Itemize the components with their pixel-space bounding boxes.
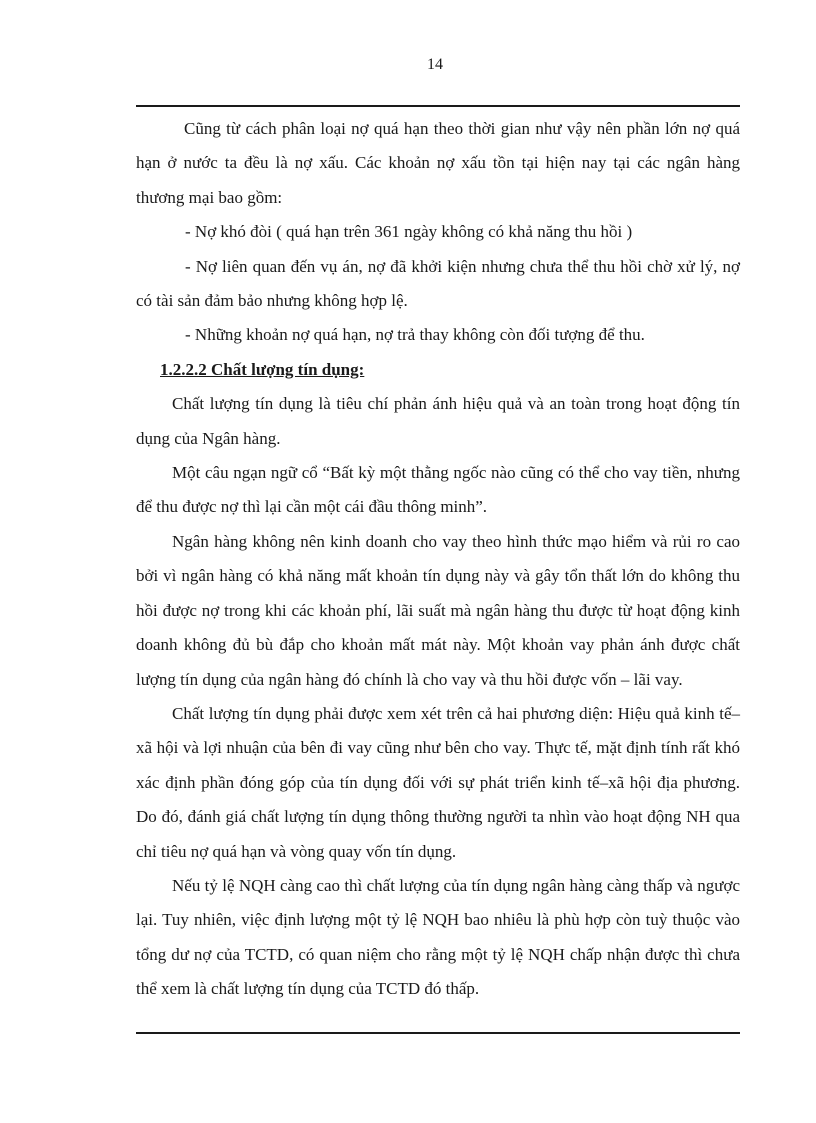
bullet-litigation-debt: - Nợ liên quan đến vụ án, nợ đã khởi kiện nhưng chưa thể thu hồi chờ xử lý, nợ có tài sản đảm bảo nhưng không hợp lệ. [136, 256, 740, 311]
footer-rule [136, 1032, 740, 1034]
bullet-overdue-debt: - Những khoản nợ quá hạn, nợ trả thay không còn đối tượng để thu. [185, 325, 645, 345]
paragraph-risk: Ngân hàng không nên kinh doanh cho vay theo hình thức mạo hiểm và rủi ro cao bởi vì ngân hàng có khả năng mất khoản tín dụng này và gây tổn thất lớn do không thu hồi được nợ trong khi các khoản phí, lãi suất mà ngân hàng thu được từ hoạt động kinh doanh không đủ bù đắp cho khoản mất mát này. Một khoản vay phản ánh được chất lượng tín dụng của ngân hàng đó chính là cho vay và thu hồi được vốn – lãi vay. [136, 531, 740, 689]
page-number: 14 [427, 56, 443, 73]
paragraph-debt-classification: Cũng từ cách phân loại nợ quá hạn theo thời gian như vậy nên phần lớn nợ quá hạn ở nước ta đều là nợ xấu. Các khoản nợ xấu tồn tại hiện nay tại các ngân hàng thương mại bao gồm: [136, 119, 740, 207]
paragraph-proverb: Một câu ngạn ngữ cổ “Bất kỳ một thằng ngốc nào cũng có thể cho vay tiền, nhưng để thu được nợ thì lại cần một cái đầu thông minh”. [136, 463, 740, 517]
header-rule [136, 105, 740, 107]
page-body [136, 112, 740, 1007]
section-heading: 1.2.2.2 Chất lượng tín dụng: [160, 359, 365, 379]
paragraph-credit-quality-definition: Chất lượng tín dụng là tiêu chí phản ánh hiệu quả và an toàn trong hoạt động tín dụng của Ngân hàng. [136, 394, 740, 448]
paragraph-evaluation: Chất lượng tín dụng phải được xem xét trên cả hai phương diện: Hiệu quả kinh tế–xã hội và lợi nhuận của bên đi vay cũng như bên cho vay. Thực tế, mặt định tính rất khó xác định phần đóng góp của tín dụng đối với sự phát triển kinh tế–xã hội địa phương. Do đó, đánh giá chất lượng tín dụng thông thường người ta nhìn vào hoạt động NH qua chỉ tiêu nợ quá hạn và vòng quay vốn tín dụng. [136, 703, 740, 861]
paragraph-npl-ratio: Nếu tỷ lệ NQH càng cao thì chất lượng của tín dụng ngân hàng càng thấp và ngược lại. Tuy nhiên, việc định lượng một tỷ lệ NQH bao nhiêu là phù hợp còn tuỳ thuộc vào tổng dư nợ của TCTD, có quan niệm cho rằng một tỷ lệ NQH chấp nhận được thì chưa thể xem là chất lượng tín dụng của TCTD đó thấp. [136, 875, 740, 999]
bullet-bad-debt: - Nợ khó đòi ( quá hạn trên 361 ngày không có khả năng thu hồi ) [185, 222, 633, 242]
